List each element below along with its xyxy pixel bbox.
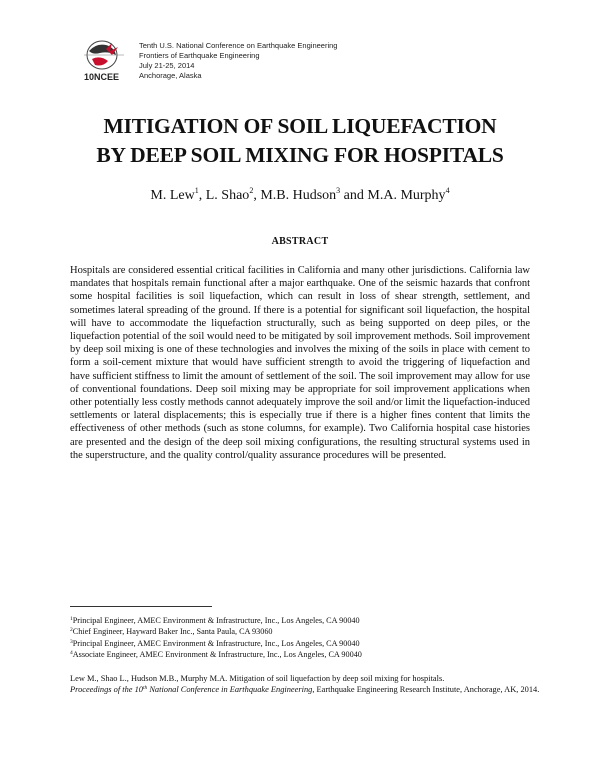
footnote-text: Associate Engineer, AMEC Environment & Infrastructure, Inc., Los Angeles, CA 90040 — [72, 649, 362, 659]
citation-proceedings — [70, 685, 312, 694]
footnote-text: Chief Engineer, Hayward Baker Inc., Santa Paula, CA 93060 — [72, 627, 273, 637]
author-name: L. Shao — [205, 188, 250, 203]
conference-dates: July 21-25, 2014 — [139, 61, 195, 70]
author-affil-mark: 3 — [336, 186, 341, 195]
logo-label: 10NCEE — [84, 72, 120, 82]
author-separator: , — [198, 188, 206, 203]
abstract-body: Hospitals are considered essential critical facilities in California and many other jurisdictions. California law mandates that hospitals remain functional after a major earthquake. One of the seismic hazards that confront some hospital facilities is soil liquefaction, which can result in loss of shear strength, settlement, and sometimes lateral spreading of the ground. If there is a potential for significant soil liquefaction, the hospital will have to accommodate the liquefaction structurally, such as being supported on deep piles, or the liquefaction potential of the soil would need to be mitigated by soil improvement methods. Soil improvement by deep soil mixing is one of these technologies and involves the mixing of the soils in place with cement to form a soil-cement mixture that would have sufficient strength to avoid the triggering of liquefaction and have sufficient stiffness to limit the amount of settlement of the soil. The soil improvement may allow for use of conventional foundations. Deep soil mixing may be appropriate for soil improvement applications when other potentially less costly methods cannot adequately improve the soil and/or limit the liquefaction-induced settlements or lateral displacements; this is especially true if there is a higher fines content that limits the effectiveness of other methods (such as stone columns, for example). Two California hospital case histories are presented and the design of the deep soil mixing configurations, the resulting structural systems used in the superstructure, and the quality control/quality assurance procedures will be presented. — [70, 265, 530, 461]
conference-info — [139, 41, 337, 81]
footnote-divider — [70, 606, 212, 607]
footnote-text: Principal Engineer, AMEC Environment & Infrastructure, Inc., Los Angeles, CA 90040 — [72, 616, 360, 625]
title-line-1: MITIGATION OF SOIL LIQUEFACTION — [103, 114, 497, 138]
author-affil-mark: 1 — [194, 186, 199, 195]
title-line-2: BY DEEP SOIL MIXING FOR HOSPITALS — [96, 143, 504, 167]
footnote — [70, 649, 362, 660]
author-separator: and — [340, 188, 368, 203]
footnote-text: Principal Engineer, AMEC Environment & Infrastructure, Inc., Los Angeles, CA 90040 — [72, 638, 360, 648]
footnote — [70, 626, 362, 637]
footnote — [70, 615, 362, 626]
footnote-mark: 4 — [70, 649, 73, 656]
author-separator: , — [253, 188, 261, 203]
citation — [70, 673, 540, 696]
author-name: M. Lew — [150, 188, 195, 203]
citation-proc-post: National Conference in Earthquake Engineering — [147, 685, 313, 695]
footnote — [70, 638, 362, 649]
citation-ordinal: th — [142, 685, 148, 692]
author-name: M.A. Murphy — [367, 188, 446, 203]
conference-logo — [78, 37, 136, 83]
footnote-mark: 3 — [70, 638, 73, 645]
footnote-mark: 1 — [70, 616, 73, 622]
footnotes — [70, 615, 362, 660]
author-name: M.B. Hudson — [260, 188, 337, 203]
author-affil-mark: 4 — [445, 186, 450, 195]
paper-title — [40, 112, 560, 170]
citation-proc-pre: Proceedings of the 10 — [70, 685, 143, 695]
conference-theme: Frontiers of Earthquake Engineering — [139, 51, 260, 60]
citation-authors-title: Lew M., Shao L., Hudson M.B., Murphy M.A. Mitigation of soil liquefaction by deep soil mixing for hospitals. — [70, 674, 445, 683]
conference-location: Anchorage, Alaska — [139, 71, 202, 80]
conference-name: Tenth U.S. National Conference on Earthquake Engineering — [139, 41, 338, 50]
author-list — [40, 188, 560, 204]
abstract-heading: ABSTRACT — [271, 236, 329, 247]
author-affil-mark: 2 — [249, 186, 254, 195]
citation-publisher: , Earthquake Engineering Research Institute, Anchorage, AK, 2014. — [312, 685, 540, 695]
footnote-mark: 2 — [70, 627, 73, 634]
